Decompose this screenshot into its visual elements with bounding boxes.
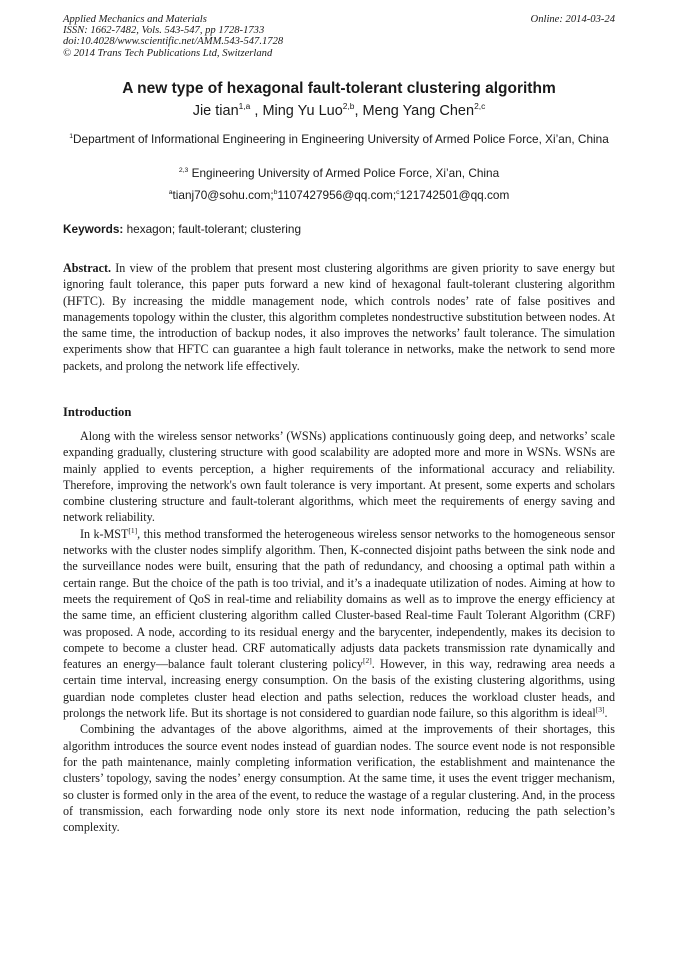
issn-line: ISSN: 1662-7482, Vols. 543-547, pp 1728-1733 — [63, 25, 265, 37]
section-heading-introduction: Introduction — [63, 405, 132, 419]
journal-header — [63, 14, 615, 59]
keywords — [63, 222, 615, 236]
doi-line: doi:10.4028/www.scientific.net/AMM.543-547.1728 — [63, 36, 284, 48]
author-name: Jie tian — [192, 103, 239, 119]
journal-name: Applied Mechanics and Materials — [63, 14, 207, 25]
email-sup: b — [273, 189, 278, 197]
author-name: Ming Yu Luo — [262, 103, 343, 119]
affiliation-sup: 1 — [69, 133, 74, 141]
citation-ref[interactable]: [2] — [362, 656, 372, 666]
affiliation-text: Engineering University of Armed Police Force, Xi’an, China — [188, 166, 500, 180]
paragraph-text: . However, in this way, redrawing area needs a certain time interval, increasing energy consumption. On the basis of the existing clustering algorithms, using guardian node completes cluster head election and paths selection, reduces the workload cluster heads, and prolongs the network life. But its shortage is not considered to guardian node failure, so this algorithm is ideal — [63, 657, 615, 721]
affiliation-1 — [63, 132, 615, 147]
author-sep: , — [354, 103, 363, 119]
author-list — [40, 103, 638, 119]
copyright-line: © 2014 Trans Tech Publications Ltd, Switzerland — [63, 47, 273, 59]
affiliation-2 — [63, 166, 615, 181]
email-address[interactable]: 1107427956@qq.com; — [277, 188, 397, 202]
keywords-label: Keywords: — [63, 222, 124, 236]
citation-ref[interactable]: [1] — [128, 525, 138, 535]
paragraph: Combining the advantages of the above algorithms, aimed at the improvements of their shortages, this algorithm introduces the source event nodes instead of guardian nodes. The source event node is not responsible for the path maintenance, mainly completing information verification, the establishment and maintenance the clusters’ topology, saving the nodes’ energy consumption. At the same time, it uses the event trigger mechanism, so cluster is formed only in the area of the event, to reduce the wastage of a regular clustering. And, in the process of transmission, each forwarding node only store its next node information, reducing the path selection’s complexity. — [63, 722, 615, 835]
abstract — [63, 260, 615, 374]
paragraph — [63, 526, 615, 722]
introduction-body — [63, 428, 615, 835]
paper-title: A new type of hexagonal fault-tolerant clustering algorithm — [122, 80, 556, 97]
online-date: Online: 2014-03-24 — [530, 14, 615, 25]
email-address[interactable]: tianj70@sohu.com; — [172, 188, 274, 202]
author-sup: 2,c — [474, 101, 486, 112]
paragraph-text: In k-MST — [80, 526, 129, 541]
email-sup: c — [396, 189, 400, 197]
paragraph-text: . — [604, 706, 608, 721]
email-sup: a — [168, 189, 173, 197]
author-sup: 1,a — [238, 101, 251, 112]
email-line — [40, 188, 638, 202]
affiliation-sup: 2,3 — [178, 167, 189, 175]
author-sep: , — [250, 103, 263, 119]
keywords-text: hexagon; fault-tolerant; clustering — [123, 222, 302, 236]
paragraph: Along with the wireless sensor networks’ (WSNs) applications continuously going deep, and networks’ scale expanding gradually, clustering structure with good scalability are adopted more and more in WSNs. WSNs are mainly applied to events perception, a higher requirements of the informational accuracy and reliability. Therefore, improving the network's own fault tolerance is very important. At present, some experts and scholars combine clustering structure and fault-tolerant algorithms, which meet the requirements of energy saving and network reliability. — [63, 429, 615, 525]
author-name: Meng Yang Chen — [362, 103, 475, 119]
citation-ref[interactable]: [3] — [595, 705, 605, 715]
paragraph-text: , this method transformed the heterogeneous wireless sensor networks to the homogeneous sensor networks with the cluster nodes simplify algorithm. Then, K-connected disjoint paths between the sink node and the surveillance nodes were built, ensuring that the path of redundancy, and choosing a optimal path within a certain range. But the choice of the path is too trivial, and it’s a inadequate utilization of nodes. Aiming at how to meets the requirement of QoS in real-time and reliability domains as well as to improve the energy efficiency at the same time, an efficient clustering algorithm called Cluster-based Real-time Fault Tolerant Algorithm (CRF) was proposed. A node, according to its residual energy and the barycenter, independently, makes its decision to compete to become a cluster head. CRF automatically adjusts data packets transmission rate dynamically and features an energy—balance fault tolerant clustering policy — [63, 526, 615, 672]
email-address[interactable]: 121742501@qq.com — [399, 188, 510, 202]
affiliation-text: Department of Informational Engineering in Engineering University of Armed Police Force, Xi’an, China — [73, 132, 609, 146]
abstract-label: Abstract. — [63, 261, 112, 275]
author-sup: 2,b — [342, 101, 355, 112]
abstract-text: In view of the problem that present most clustering algorithms are given priority to save energy but ignoring fault tolerance, this paper puts forward a new kind of hexagonal fault-tolerant clustering algorithm (HFTC). By increasing the middle management node, which controls nodes’ rate of false positives and managements topology within the cluster, this algorithm completes nondestructive substitution between nodes. At the same time, the introduction of backup nodes, it also improves the networks’ fault tolerance. The simulation experiments show that HFTC can guarantee a high fault tolerance in networks, make the network to send more packets, and prolong the network life effectively. — [63, 261, 615, 373]
